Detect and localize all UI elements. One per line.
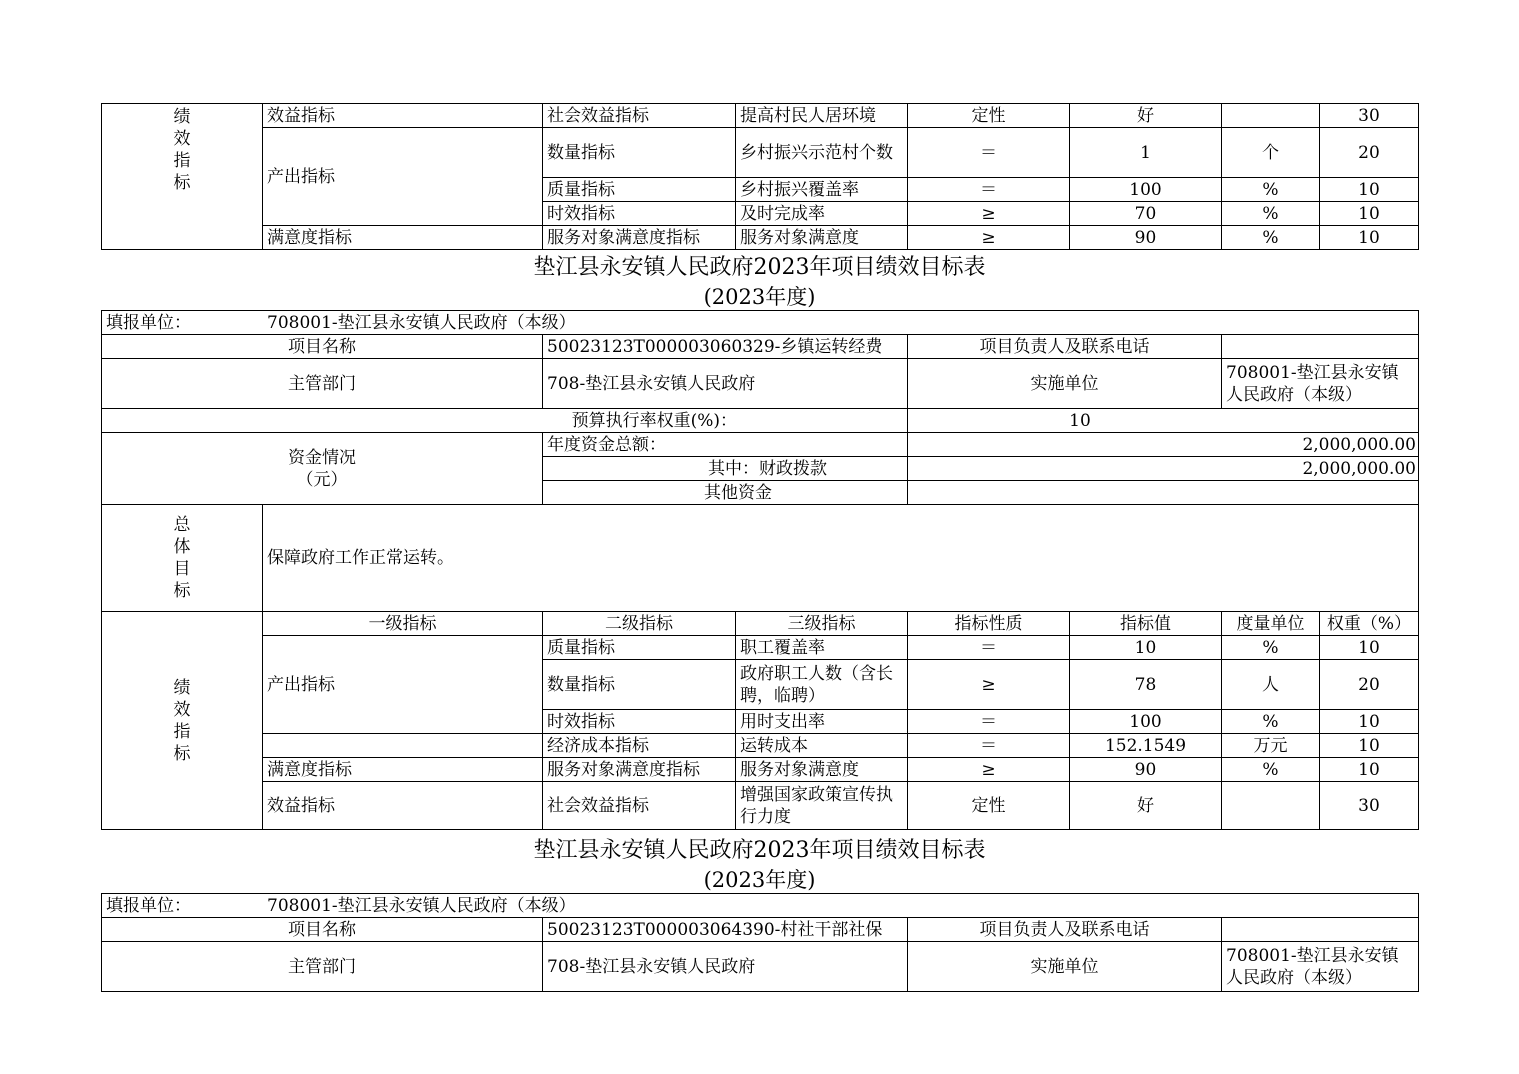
nature-cell: ＝ bbox=[908, 178, 1070, 202]
report-unit-label: 填报单位： bbox=[106, 895, 191, 916]
weight-cell: 10 bbox=[1320, 758, 1419, 782]
fiscal-funds-label: 其中：财政拨款 bbox=[543, 457, 908, 481]
report-unit-row bbox=[102, 311, 1419, 335]
unit-cell: % bbox=[1222, 636, 1320, 660]
indicator-table-top bbox=[101, 103, 1419, 250]
leader-label: 项目负责人及联系电话 bbox=[908, 918, 1222, 942]
nature-cell: ≥ bbox=[908, 226, 1070, 250]
report-unit-label: 填报单位： bbox=[106, 312, 191, 333]
project-target-table bbox=[101, 310, 1419, 830]
project-target-table bbox=[101, 893, 1419, 992]
l3-cell: 职工覆盖率 bbox=[736, 636, 908, 660]
impl-value: 708001-垫江县永安镇人民政府（本级） bbox=[1222, 942, 1419, 992]
l2-cell: 服务对象满意度指标 bbox=[543, 758, 736, 782]
page-subtitle: (2023年度) bbox=[703, 868, 816, 892]
value-cell: 100 bbox=[1070, 178, 1222, 202]
project-name-label: 项目名称 bbox=[102, 918, 543, 942]
l3-cell: 乡村振兴示范村个数 bbox=[736, 128, 908, 178]
performance-indicator-label: 绩 效 指 标 bbox=[102, 104, 263, 250]
total-funds-label: 年度资金总额： bbox=[543, 433, 908, 457]
l3-cell: 增强国家政策宣传执行力度 bbox=[736, 782, 908, 830]
l3-cell: 及时完成率 bbox=[736, 202, 908, 226]
l2-cell: 社会效益指标 bbox=[543, 782, 736, 830]
weight-cell: 10 bbox=[1320, 710, 1419, 734]
header-l1: 一级指标 bbox=[263, 612, 543, 636]
unit-cell: % bbox=[1222, 178, 1320, 202]
header-weight: 权重（%） bbox=[1320, 612, 1419, 636]
report-unit-row bbox=[102, 894, 1419, 918]
l1-cell: 产出指标 bbox=[263, 128, 543, 226]
nature-cell: ＝ bbox=[908, 734, 1070, 758]
leader-label: 项目负责人及联系电话 bbox=[908, 335, 1222, 359]
budget-weight-label: 预算执行率权重(%)： bbox=[102, 409, 908, 433]
weight-cell: 10 bbox=[1320, 226, 1419, 250]
report-unit-value: 708001-垫江县永安镇人民政府（本级） bbox=[267, 312, 576, 333]
l2-cell: 经济成本指标 bbox=[543, 734, 736, 758]
dept-value: 708-垫江县永安镇人民政府 bbox=[543, 359, 908, 409]
l2-cell: 数量指标 bbox=[543, 660, 736, 710]
l2-cell: 时效指标 bbox=[543, 202, 736, 226]
weight-cell: 20 bbox=[1320, 128, 1419, 178]
fiscal-funds-value: 2,000,000.00 bbox=[908, 457, 1419, 481]
l3-cell: 运转成本 bbox=[736, 734, 908, 758]
dept-value: 708-垫江县永安镇人民政府 bbox=[543, 942, 908, 992]
l3-cell: 服务对象满意度 bbox=[736, 226, 908, 250]
l3-cell: 用时支出率 bbox=[736, 710, 908, 734]
project-name-value: 50023123T000003060329-乡镇运转经费 bbox=[543, 335, 908, 359]
l2-cell: 服务对象满意度指标 bbox=[543, 226, 736, 250]
weight-cell: 10 bbox=[1320, 202, 1419, 226]
report-unit-value: 708001-垫江县永安镇人民政府（本级） bbox=[267, 895, 576, 916]
weight-cell: 20 bbox=[1320, 660, 1419, 710]
dept-label: 主管部门 bbox=[102, 942, 543, 992]
unit-cell: % bbox=[1222, 710, 1320, 734]
other-funds-label: 其他资金 bbox=[543, 481, 908, 505]
nature-cell: ≥ bbox=[908, 202, 1070, 226]
value-cell: 好 bbox=[1070, 782, 1222, 830]
page-subtitle: (2023年度) bbox=[703, 285, 816, 309]
l3-cell: 政府职工人数（含长聘，临聘） bbox=[736, 660, 908, 710]
l3-cell: 提高村民人居环境 bbox=[736, 104, 908, 128]
value-cell: 78 bbox=[1070, 660, 1222, 710]
value-cell: 100 bbox=[1070, 710, 1222, 734]
overall-goal-label: 总 体 目 标 bbox=[102, 505, 263, 612]
page-title: 垫江县永安镇人民政府2023年项目绩效目标表 bbox=[533, 255, 986, 280]
unit-cell: 人 bbox=[1222, 660, 1320, 710]
nature-cell: ＝ bbox=[908, 128, 1070, 178]
value-cell: 152.1549 bbox=[1070, 734, 1222, 758]
impl-value: 708001-垫江县永安镇人民政府（本级） bbox=[1222, 359, 1419, 409]
l1-cell: 满意度指标 bbox=[263, 226, 543, 250]
project-name-label: 项目名称 bbox=[102, 335, 543, 359]
nature-cell: ＝ bbox=[908, 710, 1070, 734]
unit-cell bbox=[1222, 782, 1320, 830]
weight-cell: 10 bbox=[1320, 178, 1419, 202]
overall-goal-text: 保障政府工作正常运转。 bbox=[263, 505, 1419, 612]
l1-cell: 满意度指标 bbox=[263, 758, 543, 782]
l2-cell: 时效指标 bbox=[543, 710, 736, 734]
value-cell: 90 bbox=[1070, 226, 1222, 250]
funds-label: 资金情况 （元） bbox=[102, 433, 543, 505]
l2-cell: 社会效益指标 bbox=[543, 104, 736, 128]
unit-cell: % bbox=[1222, 758, 1320, 782]
nature-cell: 定性 bbox=[908, 782, 1070, 830]
value-cell: 好 bbox=[1070, 104, 1222, 128]
budget-weight-value: 10 bbox=[908, 409, 1419, 433]
unit-cell: 万元 bbox=[1222, 734, 1320, 758]
l2-cell: 质量指标 bbox=[543, 178, 736, 202]
unit-cell: % bbox=[1222, 202, 1320, 226]
unit-cell: % bbox=[1222, 226, 1320, 250]
impl-label: 实施单位 bbox=[908, 942, 1222, 992]
nature-cell: 定性 bbox=[908, 104, 1070, 128]
weight-cell: 30 bbox=[1320, 104, 1419, 128]
weight-cell: 10 bbox=[1320, 636, 1419, 660]
l1-cell: 产出指标 bbox=[263, 636, 543, 734]
nature-cell: ＝ bbox=[908, 636, 1070, 660]
nature-cell: ≥ bbox=[908, 660, 1070, 710]
nature-cell: ≥ bbox=[908, 758, 1070, 782]
value-cell: 10 bbox=[1070, 636, 1222, 660]
weight-cell: 30 bbox=[1320, 782, 1419, 830]
value-cell: 1 bbox=[1070, 128, 1222, 178]
header-value: 指标值 bbox=[1070, 612, 1222, 636]
l1-cell bbox=[263, 734, 543, 758]
header-unit: 度量单位 bbox=[1222, 612, 1320, 636]
l2-cell: 质量指标 bbox=[543, 636, 736, 660]
value-cell: 90 bbox=[1070, 758, 1222, 782]
l1-cell: 效益指标 bbox=[263, 782, 543, 830]
unit-cell bbox=[1222, 104, 1320, 128]
leader-value bbox=[1222, 335, 1419, 359]
project-name-value: 50023123T000003064390-村社干部社保 bbox=[543, 918, 908, 942]
other-funds-value bbox=[908, 481, 1419, 505]
header-nature: 指标性质 bbox=[908, 612, 1070, 636]
weight-cell: 10 bbox=[1320, 734, 1419, 758]
l1-cell: 效益指标 bbox=[263, 104, 543, 128]
l3-cell: 服务对象满意度 bbox=[736, 758, 908, 782]
l3-cell: 乡村振兴覆盖率 bbox=[736, 178, 908, 202]
leader-value bbox=[1222, 918, 1419, 942]
header-l3: 三级指标 bbox=[736, 612, 908, 636]
header-l2: 二级指标 bbox=[543, 612, 736, 636]
l2-cell: 数量指标 bbox=[543, 128, 736, 178]
page-title: 垫江县永安镇人民政府2023年项目绩效目标表 bbox=[533, 838, 986, 863]
impl-label: 实施单位 bbox=[908, 359, 1222, 409]
dept-label: 主管部门 bbox=[102, 359, 543, 409]
performance-indicator-label: 绩 效 指 标 bbox=[102, 612, 263, 830]
total-funds-value: 2,000,000.00 bbox=[908, 433, 1419, 457]
unit-cell: 个 bbox=[1222, 128, 1320, 178]
value-cell: 70 bbox=[1070, 202, 1222, 226]
